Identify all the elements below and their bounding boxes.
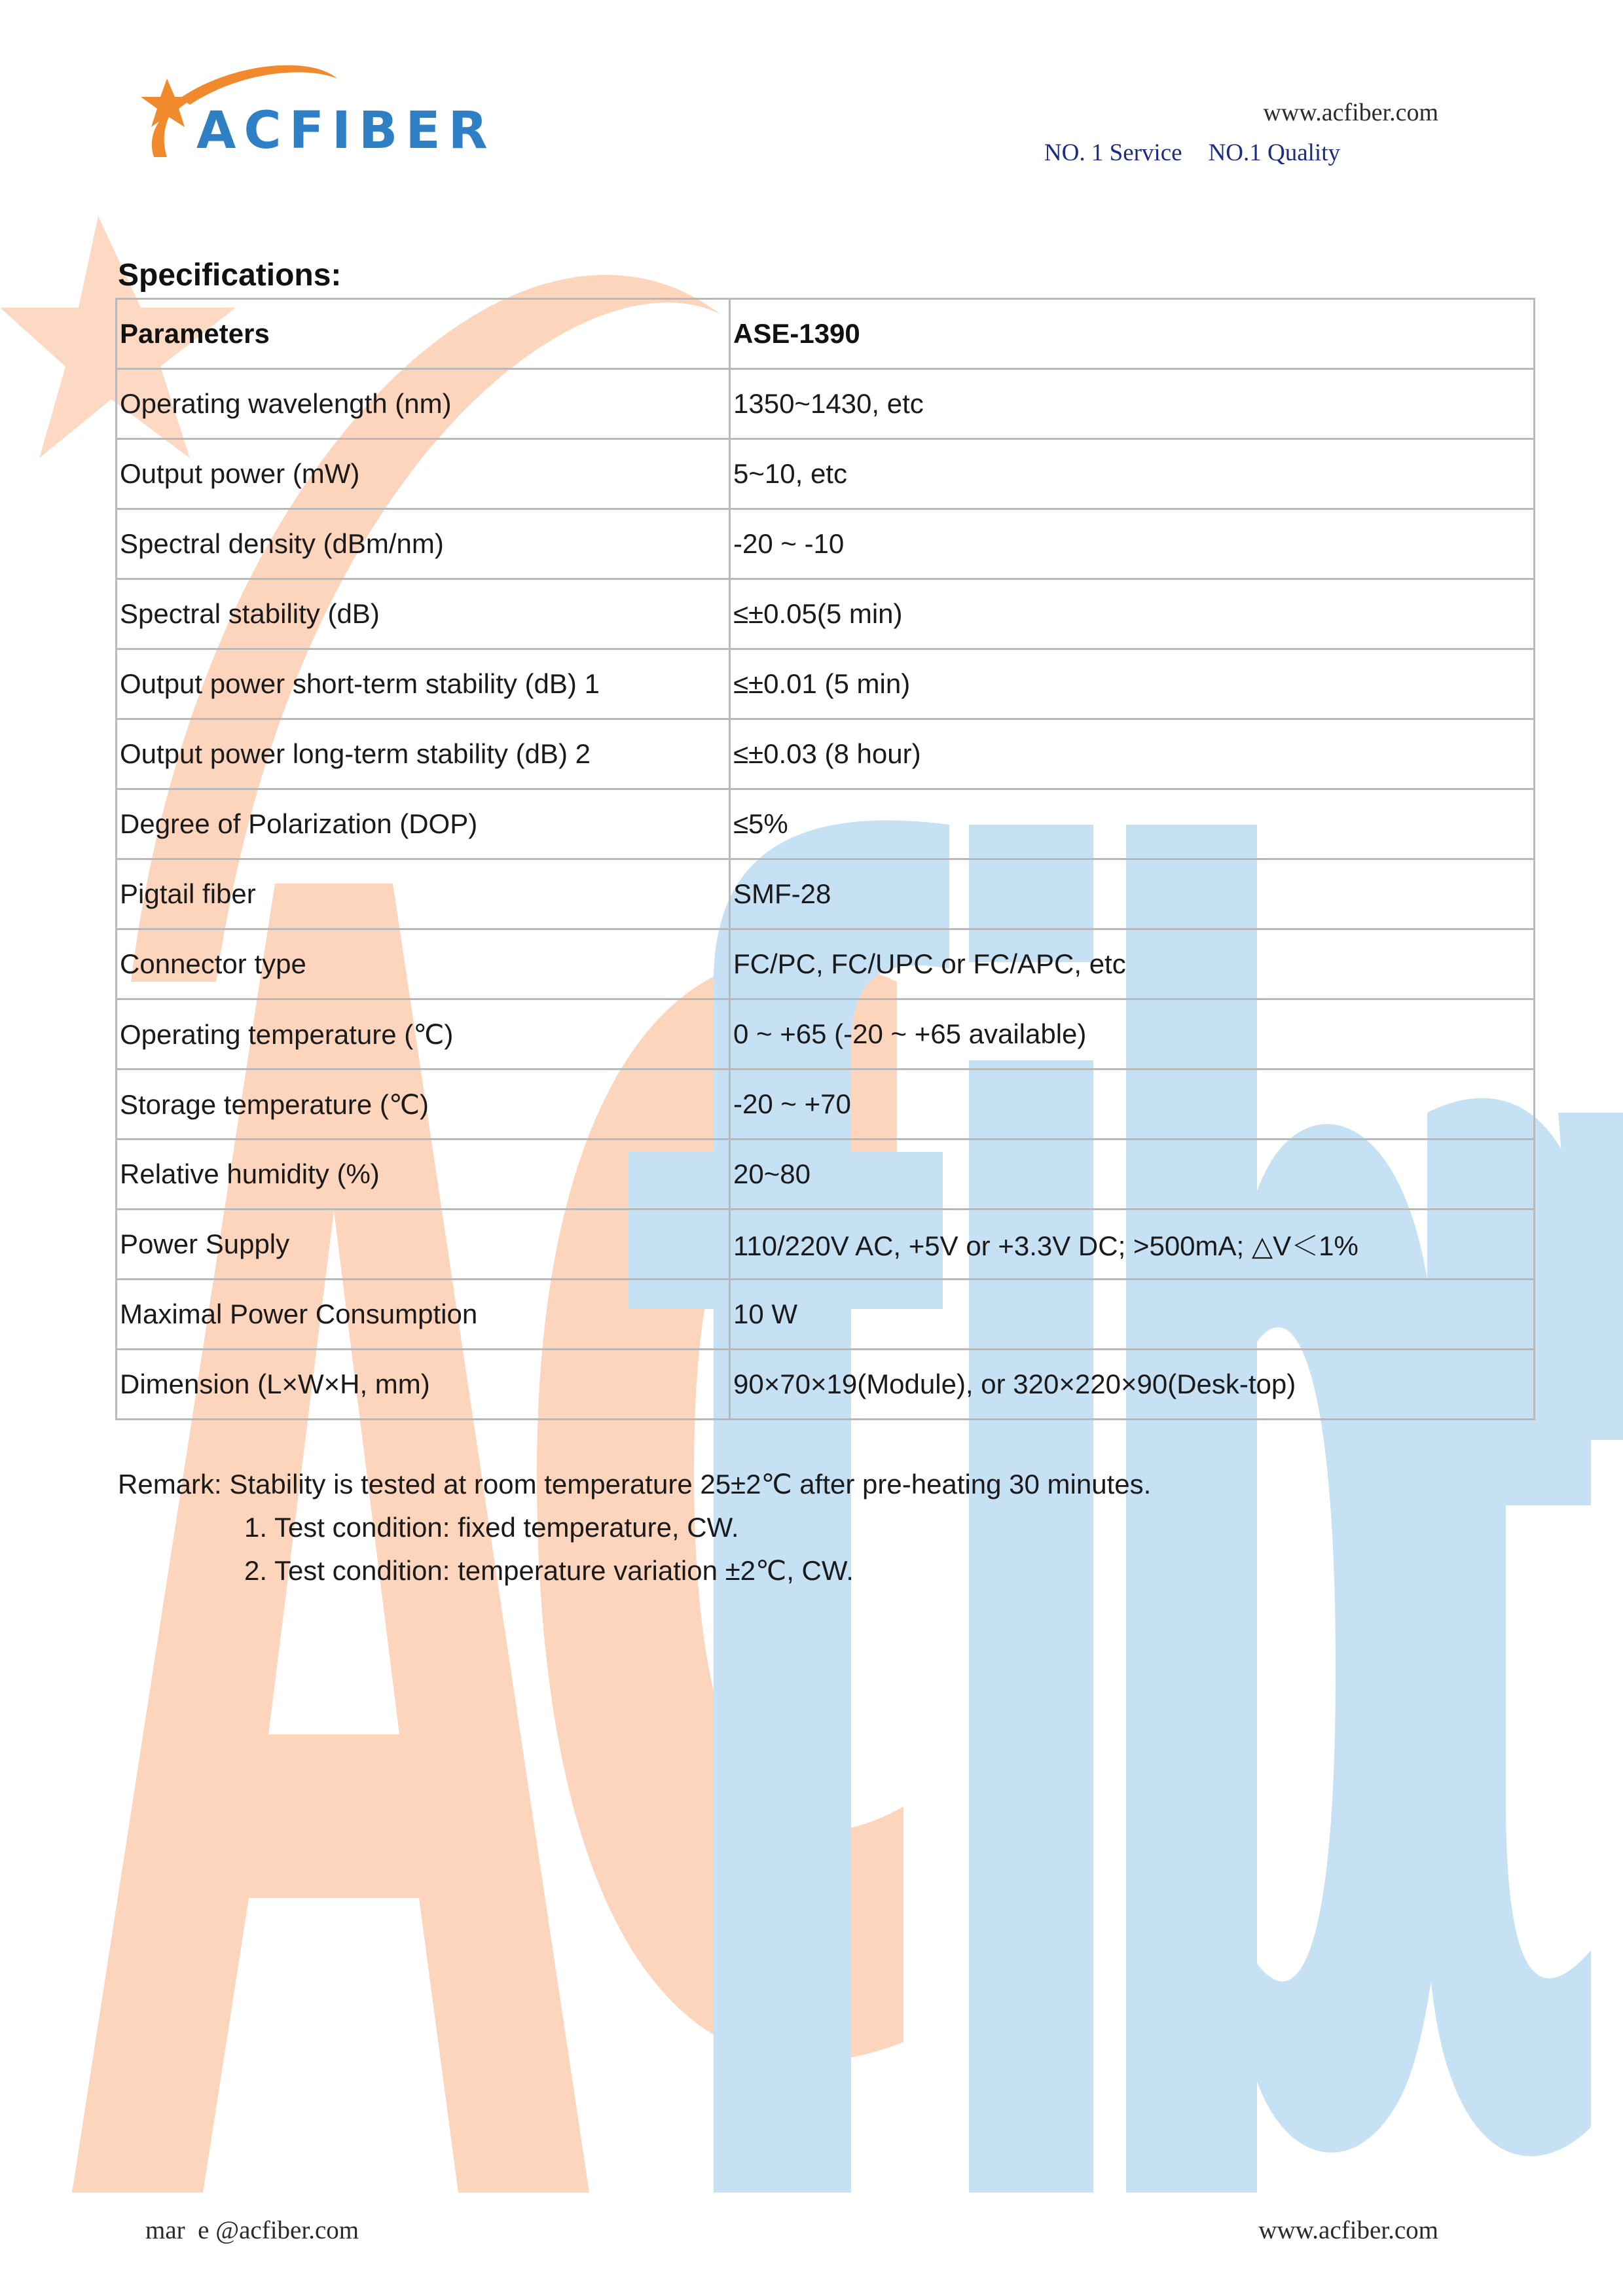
header-website[interactable]: www.acfiber.com <box>1263 99 1438 126</box>
param-cell: Output power short-term stability (dB) 1 <box>117 649 730 719</box>
table-row <box>117 859 1535 929</box>
section-title: Specifications: <box>118 258 342 293</box>
param-cell: Spectral stability (dB) <box>117 579 730 649</box>
value-cell: 1350~1430, etc <box>730 369 1535 439</box>
value-cell: 110/220V AC, +5V or +3.3V DC; >500mA; △V＜1% <box>730 1210 1535 1280</box>
value-cell: ≤5% <box>730 789 1535 859</box>
remarks <box>118 1463 1151 1592</box>
value-cell: 20~80 <box>730 1139 1535 1210</box>
param-cell: Power Supply <box>117 1210 730 1280</box>
value-cell: ≤±0.01 (5 min) <box>730 649 1535 719</box>
table-row <box>117 649 1535 719</box>
value-cell: FC/PC, FC/UPC or FC/APC, etc <box>730 929 1535 999</box>
param-cell: Pigtail fiber <box>117 859 730 929</box>
table-row <box>117 789 1535 859</box>
header-tagline <box>1044 139 1340 167</box>
param-cell: Dimension (L×W×H, mm) <box>117 1350 730 1420</box>
param-cell: Relative humidity (%) <box>117 1139 730 1210</box>
service-tagline: NO. 1 Service <box>1044 139 1182 166</box>
param-cell: Spectral density (dBm/nm) <box>117 509 730 579</box>
param-cell: Storage temperature (℃) <box>117 1069 730 1139</box>
param-cell: Maximal Power Consumption <box>117 1280 730 1350</box>
value-cell: -20 ~ -10 <box>730 509 1535 579</box>
param-cell: Operating wavelength (nm) <box>117 369 730 439</box>
header-cell-parameters: Parameters <box>117 299 730 369</box>
logo-text: ACFIBER <box>196 101 496 160</box>
remark-main: Remark: Stability is tested at room temperature 25±2℃ after pre-heating 30 minutes. <box>118 1469 1152 1499</box>
table-row <box>117 369 1535 439</box>
table-row <box>117 509 1535 579</box>
table-header-row <box>117 299 1535 369</box>
value-cell: ≤±0.03 (8 hour) <box>730 719 1535 789</box>
brand-logo <box>141 59 496 170</box>
value-cell: 90×70×19(Module), or 320×220×90(Desk-top) <box>730 1350 1535 1420</box>
value-cell: 0 ~ +65 (-20 ~ +65 available) <box>730 999 1535 1069</box>
table-row <box>117 1069 1535 1139</box>
table-row <box>117 579 1535 649</box>
quality-tagline: NO.1 Quality <box>1208 139 1340 166</box>
param-cell: Output power long-term stability (dB) 2 <box>117 719 730 789</box>
table-row <box>117 439 1535 509</box>
param-cell: Output power (mW) <box>117 439 730 509</box>
header-cell-model: ASE-1390 <box>730 299 1535 369</box>
param-cell: Operating temperature (℃) <box>117 999 730 1069</box>
value-cell: 5~10, etc <box>730 439 1535 509</box>
table-row <box>117 999 1535 1069</box>
footer-website[interactable]: www.acfiber.com <box>1258 2216 1438 2244</box>
value-cell: ≤±0.05(5 min) <box>730 579 1535 649</box>
specifications-table <box>115 298 1535 1420</box>
table-row <box>117 1350 1535 1420</box>
value-cell: SMF-28 <box>730 859 1535 929</box>
table-row <box>117 1139 1535 1210</box>
remark-note-2: 2. Test condition: temperature variation ±2℃, CW. <box>244 1555 854 1586</box>
table-row <box>117 1210 1535 1280</box>
value-cell: 10 W <box>730 1280 1535 1350</box>
remark-note-1: 1. Test condition: fixed temperature, CW. <box>244 1512 739 1543</box>
param-cell: Degree of Polarization (DOP) <box>117 789 730 859</box>
table-row <box>117 1280 1535 1350</box>
table-row <box>117 719 1535 789</box>
value-cell: -20 ~ +70 <box>730 1069 1535 1139</box>
param-cell: Connector type <box>117 929 730 999</box>
table-row <box>117 929 1535 999</box>
footer-email[interactable]: mar e @acfiber.com <box>145 2216 359 2244</box>
